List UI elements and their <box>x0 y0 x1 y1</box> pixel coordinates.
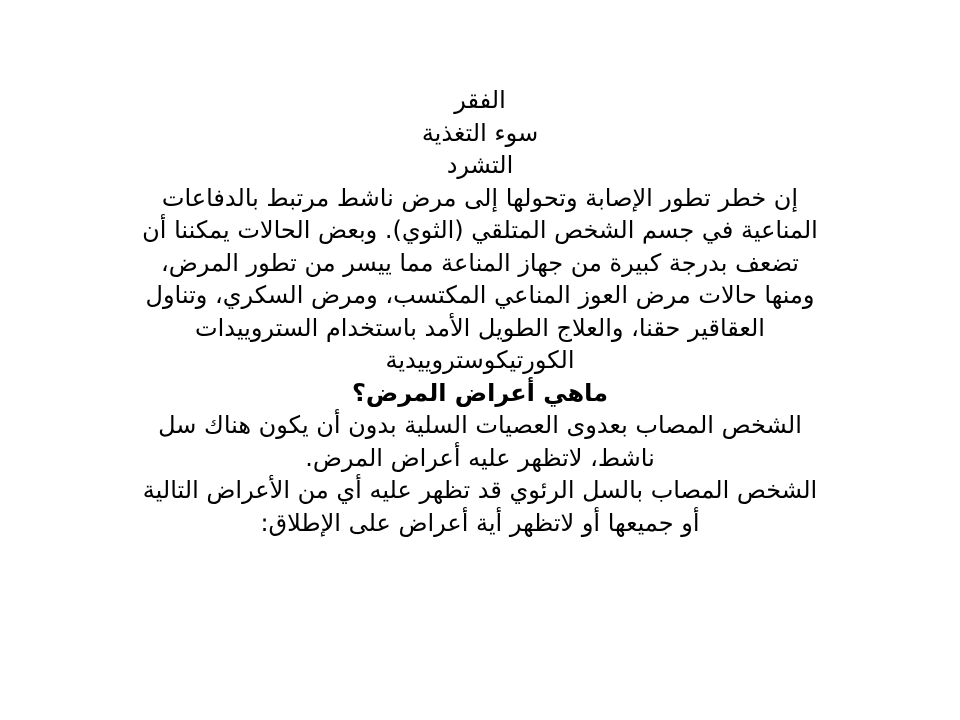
paragraph-line: أو جميعها أو لاتظهر أية أعراض على الإطلاق: <box>260 508 700 537</box>
section-heading-symptoms: ماهي أعراض المرض؟ <box>351 378 609 407</box>
paragraph-line: الشخص المصاب بعدوى العصيات السلية بدون أن يكون هناك سل <box>158 411 802 439</box>
paragraph-line: الشخص المصاب بالسل الرئوي قد تظهر عليه أي من الأعراض التالية <box>142 476 818 504</box>
paragraph-line: المناعية في جسم الشخص المتلقي (الثوي). وبعض الحالات يمكننا أن <box>142 216 818 244</box>
paragraph-line: العقاقير حقنا، والعلاج الطويل الأمد باستخدام الستروييدات <box>195 313 765 342</box>
slide-text-block <box>60 84 900 539</box>
paragraph-line: ناشط، لاتظهر عليه أعراض المرض. <box>305 443 655 472</box>
text-line-homelessness: التشرد <box>446 151 514 179</box>
paragraph-line: تضعف بدرجة كبيرة من جهاز المناعة مما ييسر من تطور المرض، <box>161 248 799 277</box>
paragraph-line: الكورتيكوستروييدية <box>385 346 575 374</box>
text-line-malnutrition: سوء التغذية <box>421 118 539 147</box>
paragraph-line: إن خطر تطور الإصابة وتحولها إلى مرض ناشط مرتبط بالدفاعات <box>161 183 799 212</box>
text-line-poverty: الفقر <box>454 86 506 114</box>
paragraph-line: ومنها حالات مرض العوز المناعي المكتسب، ومرض السكري، وتناول <box>145 281 815 309</box>
